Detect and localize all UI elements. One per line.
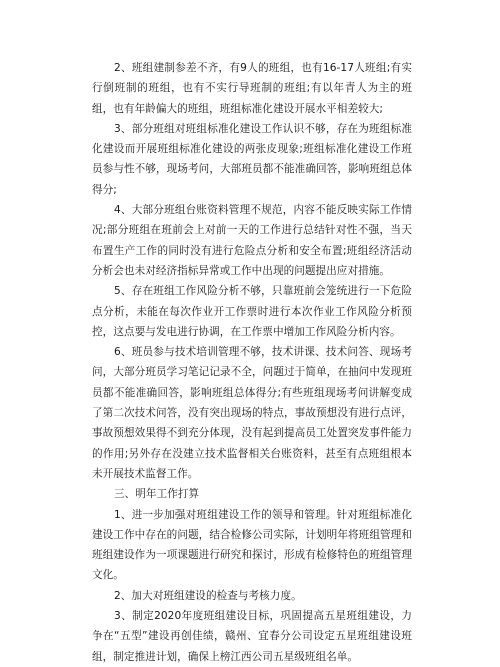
paragraph-item-4: 4、大部分班组台账资料管理不规范，内容不能反映实际工作情况;部分班组在班前会上对前一天的工作进行总结针对性不强，当天布置生产工作的同时没有进行危险点分析和安全布置;班组经济活动分析会也未对经济指标异常或工作中出现的问题提出应对措施。 [92,204,412,277]
paragraph-item-6: 6、班员参与技术培训管理不够，技术讲课、技术问答、现场考问，大部分班员学习笔记记录不全，问题过于简单，在抽问中发现班员都不能准确回答，影响班组总体得分;有些班组现场考问讲解变成了第二次技术问答，没有突出现场的特点，事故预想没有进行点评，事故预想效果得不到充分体现，没有起到提高员工处置突发事件能力的作用;另外存在没建立技术监督相关台账资料，甚至有点班组根本未开展技术监督工作。 [92,346,412,480]
section-heading-next-year-plan: 三、明年工作打算 [114,488,200,501]
plan-item-1: 1、进一步加强对班组建设工作的领导和管理。针对班组标准化建设工作中存在的问题，结合检修公司实际，计划明年将班组管理和班组建设作为一项课题进行研究和探讨，形成有检修特色的班组管理文化。 [92,508,412,582]
paragraph-item-3: 3、部分班组对班组标准化建设工作认识不够，存在为班组标准化建设而开展班组标准化建设的两张皮现象;班组标准化建设工作班员参与性不够，现场考问，大部班员都不能准确回答，影响班组总体得分; [92,122,412,196]
plan-item-3: 3、制定2020年度班组建设目标，巩固提高五星班组建设，力争在“五型”建设再创佳绩，赣州、宜春分公司设定五星班组建设班组，制定推进计划，确保上榜江西公司五星级班组名单。 [92,610,412,663]
document-body [92,58,412,667]
paragraph-item-2: 2、班组建制参差不齐，有9人的班组，也有16-17人班组;有实行倒班制的班组，也有不实行导班制的班组;有以年青人为主的班组，也有年龄偏大的班组，班组标准化建设开展水平相差较大; [92,62,412,115]
plan-item-2: 2、加大对班组建设的检查与考核力度。 [114,589,302,602]
paragraph-item-5: 5、存在班组工作风险分析不够，只靠班前会笼统进行一下危险点分析，未能在每次作业开工作票时进行本次作业工作风险分析预控，这点要与发电进行协调，在工作票中增加工作风险分析内容。 [92,285,412,338]
